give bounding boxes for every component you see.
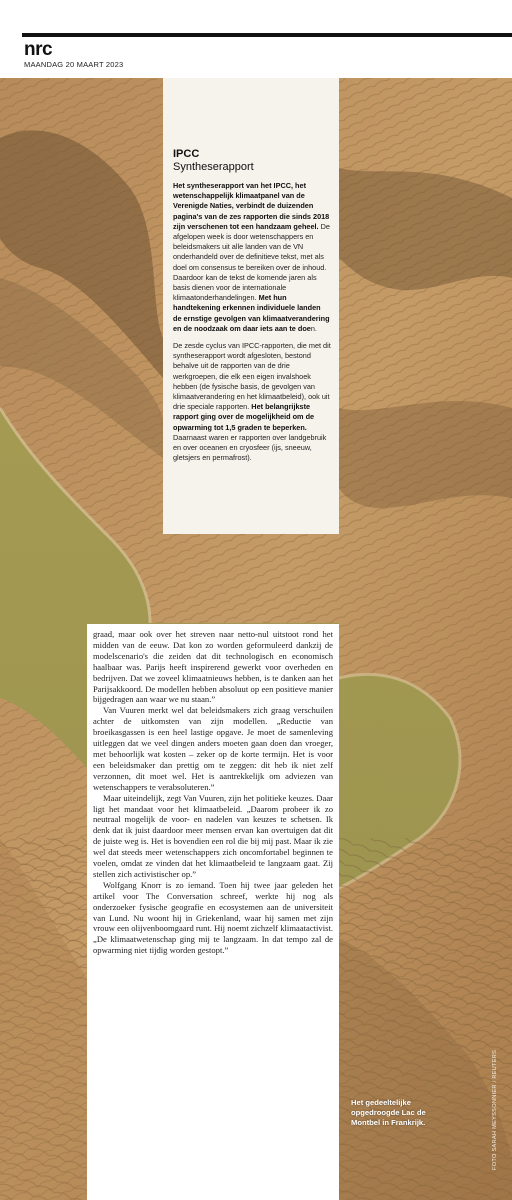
- sidebar-paragraph-1: [173, 181, 331, 334]
- edition-date: MAANDAG 20 MAART 2023: [24, 60, 124, 69]
- masthead-rule: [22, 33, 512, 37]
- sidebar-p1-bold: Het syntheserapport van het IPCC, het wetenschappelijk klimaatpanel van de Verenigde Naties, verbindt de duizenden pagina's van de zes rapporten die sinds 2018 zijn verschenen tot een handzaam geheel.: [173, 181, 330, 231]
- sidebar-paragraph-2: [173, 341, 331, 463]
- sidebar-p1-bold2: Met hun handtekening erkennen individuele landen de ernstige gevolgen van klimaatverandering en de noodzaak om daar iets aan te doe: [173, 293, 330, 333]
- article-column: [87, 624, 339, 1200]
- photo-caption: Het gedeeltelijke opgedroogde Lac de Montbel in Frankrijk.: [351, 1098, 426, 1127]
- photo-credit: [483, 1049, 498, 1170]
- ipcc-sidebar: [163, 78, 339, 534]
- sidebar-p2-end: Daarnaast waren er rapporten over landgebruik en over oceanen en cryosfeer (ijs, sneeuw, gletsjers en permafrost).: [173, 432, 327, 463]
- sidebar-p1-text: De afgelopen week is door wetenschappers en beleidsmakers uit alle landen van de VN onderhandeld over de definitieve tekst, met als doel om consensus te bereiken over de inhoud. Daardoor kan de tekst de komende jaren als basis dienen voor de internationale klimaatonderhandelingen.: [173, 221, 330, 303]
- sidebar-p1-end: n.: [310, 323, 317, 333]
- article-paragraph: graad, maar ook over het streven naar netto-nul uitstoot rond het midden van de eeuw. Dat kon zo worden geformuleerd dankzij de modelscenario's die zeiden dat dit technologisch en economisch haalbaar was. Parijs heeft inspirerend gewerkt voor overheden en bedrijven. Dat we zoveel klimaatnieuws hebben, is te danken aan het Parijsakkoord. De modellen hebben absoluut op een positieve manier bijgedragen aan waar we nu staan.”: [93, 629, 333, 705]
- article-paragraph: Maar uiteindelijk, zegt Van Vuuren, zijn het politieke keuzes. Daar ligt het mandaat voor het klimaatbeleid. „Daarom probeer ik zo neutraal mogelijk de voor- en nadelen van keuzes te schetsen. Ik denk dat ik juist daardoor meer mensen ervan kan overtuigen dat dit de juiste weg is. Het is bovendien een rol die bij mij past. Maar ik zie wel dat steeds meer wetenschappers zich oncomfortabel beginnen te voelen, omdat ze vinden dat het klimaatbeleid te langzaam gaat. Zij stellen zich activistischer op.”: [93, 792, 333, 879]
- sidebar-kicker: IPCC: [173, 148, 200, 160]
- article-paragraph: Van Vuuren merkt wel dat beleidsmakers zich graag verschuilen achter de uitkomsten van zijn modellen. „Reductie van broeikasgassen is een heel lastige opgave. Je moet de samenleving uitleggen dat we veel dingen anders moeten gaan doen dan vroeger, met behoorlijk wat kosten – zeker op de korte termijn. Het is voor een beleidsmaker dan prettig om te zeggen: dit heb ik niet zelf verzonnen, dit moet wel. Het is aantrekkelijk om adviezen van wetenschappers te verabsoluteren.”: [93, 705, 333, 792]
- nrc-logo[interactable]: nrc: [24, 39, 53, 60]
- sidebar-subtitle: Syntheserapport: [173, 161, 254, 173]
- photo-credit-text: FOTO SARAH MEYSSONNIER / REUTERS: [492, 1049, 498, 1170]
- sidebar-p2-text: De zesde cyclus van IPCC-rapporten, die met dit syntheserapport wordt afgesloten, bestond behalve uit de rapporten van de drie werkgroepen, die elk een eigen invalshoek hebben (de fysische basis, de gevolgen van klimaatverandering en het klimaatbeleid), ook uit drie speciale rapporten.: [173, 341, 331, 412]
- masthead: [0, 0, 512, 72]
- sidebar-p2-bold: Het belangrijkste rapport ging over de mogelijkheid om de opwarming tot 1,5 graden te beperken.: [173, 402, 315, 432]
- article-paragraph: Wolfgang Knorr is zo iemand. Toen hij twee jaar geleden het artikel voor The Conversation schreef, werkte hij nog als onderzoeker fysische geografie en ecosystemen aan de universiteit van Lund. Nu woont hij in Griekenland, waar hij samen met zijn vrouw een olijvenboomgaard runt. Hij noemt zichzelf klimaatactivist. „De klimaatwetenschap ging mij te langzaam. In dat tempo zal de opwarming niet tijdig worden gestopt.”: [93, 879, 333, 956]
